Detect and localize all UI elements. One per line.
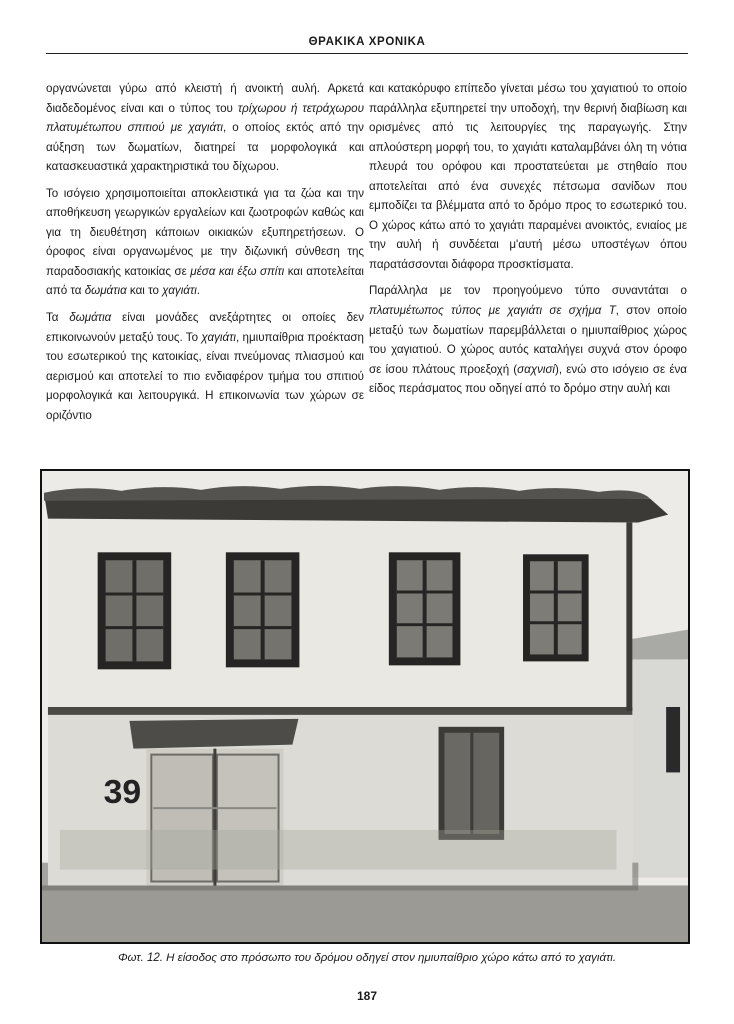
house-number: 39 (103, 773, 142, 812)
text-run: Το ισόγειο χρησιμοποιείται αποκλειστικά για τα ζώα και την αποθήκευση γεωργικών εργαλείων και ζωοτροφών καθώς και για τη διευθέτηση κάποιων οικιακών εξυπηρετήσεων. Ο όροφος είναι οργανωμένος με την διζωνική σύνθεση της παραδοσιακής κατοικίας σε (46, 186, 364, 278)
text-run: Τα (46, 311, 70, 325)
right-paragraph-1 (369, 79, 687, 274)
house-photograph (40, 469, 690, 944)
text-run: , ημιυπαίθρια προέκταση του εσωτερικού της κατοικίας, είναι πνεύμονας πλιασμού και αερισμού και αποτελεί το πιο ενδιαφέρον τμήμα του σπιτιού μορφολογικά και λειτουργικά. Η επικοινωνία των χώρων σε οριζόντιο (46, 330, 365, 422)
left-paragraph-2 (46, 184, 364, 301)
italic-term: μέσα και έξω σπίτι (190, 264, 285, 278)
text-run: και το (126, 284, 163, 298)
text-run: είναι μονάδες ανεξάρτητες οι οποίες δεν επικοινωνούν μεταξύ τους. Το (46, 311, 364, 344)
running-head: ΘΡΑΚΙΚΑ ΧΡΟΝΙΚΑ (308, 36, 426, 48)
floor-beam (48, 707, 632, 715)
italic-term: δωμάτια (84, 284, 127, 298)
upper-window-2 (226, 552, 300, 667)
upper-window-4 (523, 554, 589, 661)
shuttered-window (439, 727, 505, 840)
text-run: , ο οποίος εκτός από την αύξηση των δωματίων, διατηρεί τα μορφολογικά και κατασκευαστικά χαρακτηριστικά του δίχωρου. (46, 121, 364, 174)
right-paragraph-2 (369, 281, 687, 398)
text-run: Παράλληλα με τον προηγούμενο τύπο συναντάται ο (369, 284, 687, 298)
header-rule (46, 53, 688, 54)
wall-damp-stain (60, 830, 617, 870)
text-run: , στον οποίο μεταξύ των δωματίων παρεμβάλλεται ο ημιυπαίθριος χώρος του χαγιατιού. Ο χώρος αυτός καταλήγει συχνά στον όροφο σε ίσου πλάτους προεξοχή ( (369, 304, 687, 376)
italic-term: δωμάτια (69, 311, 112, 325)
italic-term: πλατυμέτωπος τύπος με χαγιάτι σε σχήμα Τ (369, 304, 616, 318)
left-paragraph-3 (46, 308, 364, 425)
house-illustration (42, 471, 688, 942)
left-paragraph-1 (46, 79, 364, 177)
text-run: και αποτελείται από τα (46, 264, 364, 298)
corner-post (626, 523, 632, 711)
right-column (369, 79, 687, 406)
text-run: οργανώνεται γύρω από κλειστή ή ανοικτή αυλή. Αρκετά διαδεδομένος είναι και ο τύπος του (46, 82, 364, 115)
left-column (46, 79, 364, 432)
italic-term: σαχνισί (517, 362, 556, 376)
italic-term: χαγιάτι (201, 330, 236, 344)
photo-caption: Φωτ. 12. Η είσοδος στο πρόσωπο του δρόμου οδηγεί στον ημιυπαίθριο χώρο κάτω από το χαγιάτι. (117, 952, 617, 964)
italic-term: χαγιάτι (162, 284, 197, 298)
page-number: 187 (356, 989, 378, 1003)
italic-term: τρίχωρου ή τετράχωρου πλατυμέτωπου σπιτιού με χαγιάτι (46, 101, 364, 135)
door-canopy (129, 719, 298, 749)
neighbour-window (666, 707, 680, 772)
text-run: και κατακόρυφο επίπεδο γίνεται μέσω του χαγιατιού το οποίο παράλληλα εξυπηρετεί την υποδοχή, την θερινή διαβίωση και ορισμένες από τις λειτουργίες της παραγωγής. Στην απλούστερη μορφή του, το χαγιάτι καταλαμβάνει όλη τη νότια πλευρά του ορόφου και προστατεύεται με στηθαίο που αποτελείται από ένα συνεχές πέτσωμα σανίδων που εμποδίζει τα βλέμματα από το δρόμο προς το εσωτερικό του. Ο χώρος κάτω από το χαγιάτι παραμένει ανοικτός, ενιαίος με την αυλή ή συνδέεται μ'αυτή μέσω υποστέγων όπου παρατάσσονται διάφορα προσκτίσματα. (369, 82, 687, 271)
upper-window-3 (389, 552, 461, 665)
ground (42, 885, 688, 942)
text-run: . (196, 284, 201, 298)
upper-window-1 (98, 552, 172, 669)
text-run: ), ενώ στο ισόγειο σε ένα είδος περάσματος που οδηγεί από το δρόμο στην αυλή και (369, 362, 687, 396)
